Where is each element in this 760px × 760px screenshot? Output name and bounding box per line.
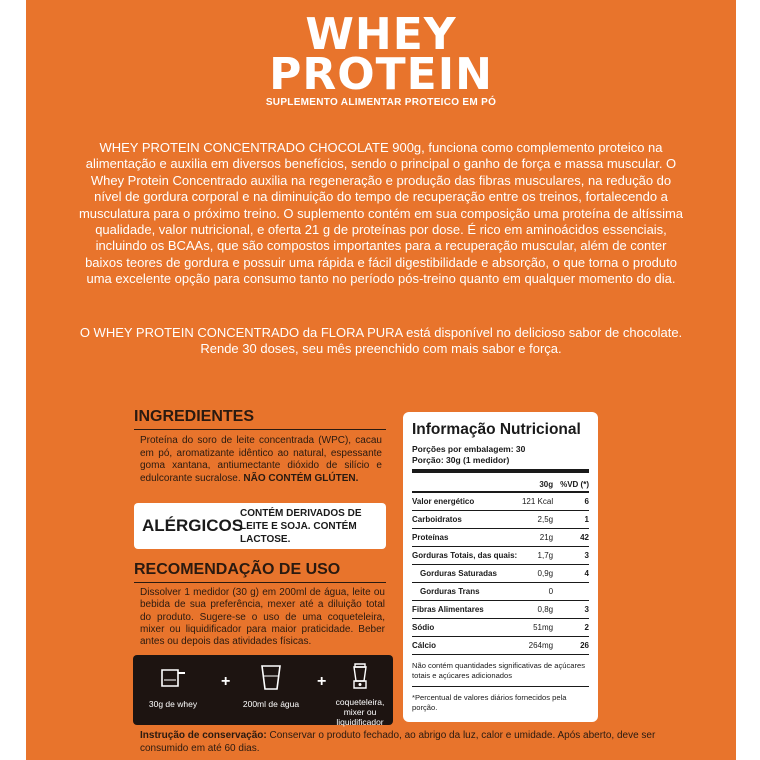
nutrition-rows <box>412 492 589 655</box>
scoop-icon <box>158 661 188 693</box>
title-line-2: PROTEIN <box>269 49 493 100</box>
servings-per-package: Porções por embalagem: 30 <box>412 444 526 454</box>
nutrition-note-dv: *Percentual de valores diários fornecidos pela porção. <box>412 686 589 712</box>
nutrient-dv: 2 <box>559 619 589 637</box>
plus-sign: + <box>221 673 231 690</box>
nutrition-title: Informação Nutricional <box>412 421 581 438</box>
nutrient-name: Carboidratos <box>412 511 521 529</box>
preparation-steps <box>133 655 393 725</box>
step-label: 200ml de água <box>242 699 300 709</box>
nutrient-amount: 264mg <box>521 637 559 655</box>
usage-text: Dissolver 1 medidor (30 g) em 200ml de água, leite ou bebida de sua preferência, mexer até a diluição total do produto. Sugere-se o uso de uma coqueteleira, mixer ou liquidificador para maior praticidade. Beber antes ou depois das atividades físicas. <box>140 587 385 648</box>
nutrition-note-sugars: Não contém quantidades significativas de açúcares totais e açúcares adicionados <box>412 661 586 680</box>
nutrient-amount: 21g <box>521 529 559 547</box>
allergens-text: CONTÉM DERIVADOS DE LEITE E SOJA. CONTÉM LACTOSE. <box>240 507 362 545</box>
subtitle: SUPLEMENTO ALIMENTAR PROTEICO EM PÓ <box>265 97 497 108</box>
nutrient-name: Fibras Alimentares <box>412 601 521 619</box>
nutrient-name: Gorduras Trans <box>412 583 521 601</box>
conservation-note <box>140 730 700 755</box>
description-paragraph-2: O WHEY PROTEIN CONCENTRADO da FLORA PURA está disponível no delicioso sabor de chocolate. Rende 30 doses, seu mês preenchido com mais sabor e força. <box>79 325 683 357</box>
nutrition-table <box>412 478 589 655</box>
step-label: 30g de whey <box>148 699 198 709</box>
ingredients-list: Proteína do soro de leite concentrada (WPC), cacau em pó, aromatizante idêntico ao natural, espessante goma xantana, antiumectante dióxido de silício e edulcorante sucralose. <box>140 435 382 484</box>
allergens-box <box>134 503 386 549</box>
nutrient-dv <box>559 583 589 601</box>
nutrient-name: Valor energético <box>412 492 521 511</box>
nutrition-row <box>412 583 589 601</box>
nutrition-serving-info <box>412 444 589 473</box>
plus-sign: + <box>317 673 327 690</box>
nutrient-name: Gorduras Totais, das quais: <box>412 547 521 565</box>
nutrient-amount: 0,9g <box>521 565 559 583</box>
amount-col-header: 30g <box>521 478 559 492</box>
step-label: coqueteleira, mixer ou liquidificador <box>335 697 385 727</box>
nutrition-header-row <box>412 478 589 492</box>
description-paragraph-1: WHEY PROTEIN CONCENTRADO CHOCOLATE 900g, funciona como complemento proteico na alimentação e auxilia em diversos benefícios, sendo o principal o ganho de força e massa muscular. O Whey Protein Concentrado auxilia na regeneração e produção das fibras musculares, na redução do nível de gordura corporal e na diminuição do tempo de recuperação entre os treinos, fortalecendo a musculatura para o próximo treino. O suplemento contém em sua composição uma proteína de altíssima qualidade, valor nutricional, e oferta 21 g de proteínas por dose. É rico em aminoácidos essenciais, incluindo os BCAAs, que são compostos importantes para a recuperação muscular, além de conter baixos teores de gordura e possuir uma rápida e fácil digestibilidade e absorção, o que torna o produto uma excelente opção para consumo tanto no período pós-treino quanto em qualquer momento do dia. <box>78 140 684 287</box>
nutrition-row <box>412 529 589 547</box>
nutrient-name: Gorduras Saturadas <box>412 565 521 583</box>
nutrient-name: Cálcio <box>412 637 521 655</box>
nutrient-dv: 1 <box>559 511 589 529</box>
nutrient-amount: 0 <box>521 583 559 601</box>
nutrition-row <box>412 511 589 529</box>
nutrition-facts-panel <box>403 412 598 722</box>
nutrient-amount: 2,5g <box>521 511 559 529</box>
step-whey <box>139 655 207 725</box>
nutrition-row <box>412 637 589 655</box>
nutrition-row <box>412 565 589 583</box>
nutrition-row <box>412 492 589 511</box>
nutrient-dv: 26 <box>559 637 589 655</box>
step-blender <box>329 655 391 725</box>
title-line-1: WHEY <box>305 9 457 60</box>
blender-icon <box>345 661 375 691</box>
nutrient-amount: 1,7g <box>521 547 559 565</box>
nutrient-dv: 3 <box>559 601 589 619</box>
nutrition-row <box>412 547 589 565</box>
nutrient-dv: 4 <box>559 565 589 583</box>
usage-title: RECOMENDAÇÃO DE USO <box>134 561 386 583</box>
allergens-title: ALÉRGICOS <box>142 516 244 535</box>
ingredients-text <box>140 435 382 485</box>
nutrient-amount: 51mg <box>521 619 559 637</box>
nutrient-amount: 121 Kcal <box>521 492 559 511</box>
nutrition-row <box>412 601 589 619</box>
nutrient-dv: 3 <box>559 547 589 565</box>
nutrient-name: Proteínas <box>412 529 521 547</box>
nutrient-col-header <box>412 478 521 492</box>
nutrient-name: Sódio <box>412 619 521 637</box>
dv-col-header: %VD (*) <box>559 478 589 492</box>
glass-icon <box>256 661 286 693</box>
nutrient-dv: 6 <box>559 492 589 511</box>
conservation-text: Conservar o produto fechado, ao abrigo da luz, calor e umidade. Após aberto, deve ser consumido em até 60 dias. <box>140 730 656 754</box>
nutrition-row <box>412 619 589 637</box>
gluten-warning: NÃO CONTÉM GLÚTEN. <box>243 472 359 484</box>
portion-size: Porção: 30g (1 medidor) <box>412 454 510 465</box>
nutrient-dv: 42 <box>559 529 589 547</box>
ingredients-title: INGREDIENTES <box>134 408 386 430</box>
step-water <box>237 655 305 725</box>
nutrient-amount: 0,8g <box>521 601 559 619</box>
conservation-label: Instrução de conservação: <box>140 730 267 741</box>
